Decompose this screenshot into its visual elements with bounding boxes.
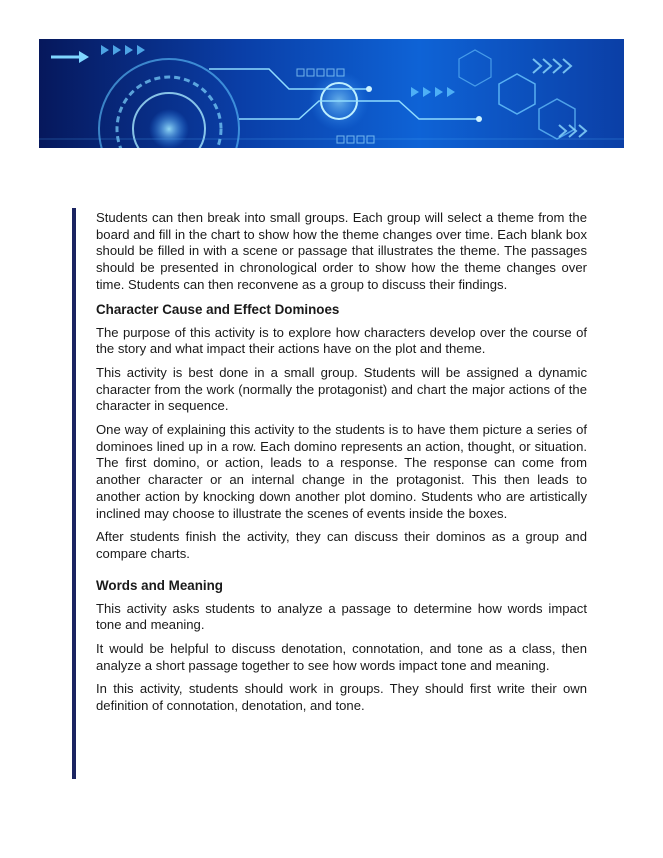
words-paragraph-1: This activity asks students to analyze a passage to determine how words impact tone and meaning. bbox=[96, 600, 587, 633]
document-body bbox=[96, 210, 587, 722]
words-paragraph-3: In this activity, students should work in groups. They should first write their own definition of connotation, denotation, and tone. bbox=[96, 681, 587, 714]
intro-paragraph: Students can then break into small groups. Each group will select a theme from the board and fill in the chart to show how the theme changes over time. Each blank box should be filled in with a scene or passage that illustrates the theme. The passages should be presented in chronological order to show how the theme changes over time. Students can then reconvene as a group to discuss their findings. bbox=[96, 210, 587, 292]
words-paragraph-2: It would be helpful to discuss denotation, connotation, and tone as a class, then analyze a short passage together to see how words impact tone and meaning. bbox=[96, 641, 587, 673]
dominoes-paragraph-1: The purpose of this activity is to explore how characters develop over the course of the story and what impact their actions have on the plot and theme. bbox=[96, 324, 587, 357]
dominoes-paragraph-4: After students finish the activity, they can discuss their dominos as a group and compare charts. bbox=[96, 529, 587, 561]
section-heading-dominoes: Character Cause and Effect Dominoes bbox=[96, 301, 340, 317]
dominoes-paragraph-2: This activity is best done in a small group. Students will be assigned a dynamic character from the work (normally the protagonist) and chart the major actions of the character in sequence. bbox=[96, 364, 587, 414]
header-banner-image bbox=[39, 39, 624, 148]
dominoes-paragraph-3: One way of explaining this activity to the students is to have them picture a series of dominoes lined up in a row. Each domino represents an action, thought, or situation. The first domino, or action, leads to a response. The response can come from another character or an internal change in the protagonist. This then leads to another action by knocking down another plot domino. Students who are artistically inclined may choose to illustrate the scenes of events inside the boxes. bbox=[96, 422, 587, 521]
section-heading-words: Words and Meaning bbox=[96, 577, 223, 593]
tech-circuit-graphic bbox=[39, 39, 624, 148]
left-accent-rule bbox=[72, 208, 76, 779]
